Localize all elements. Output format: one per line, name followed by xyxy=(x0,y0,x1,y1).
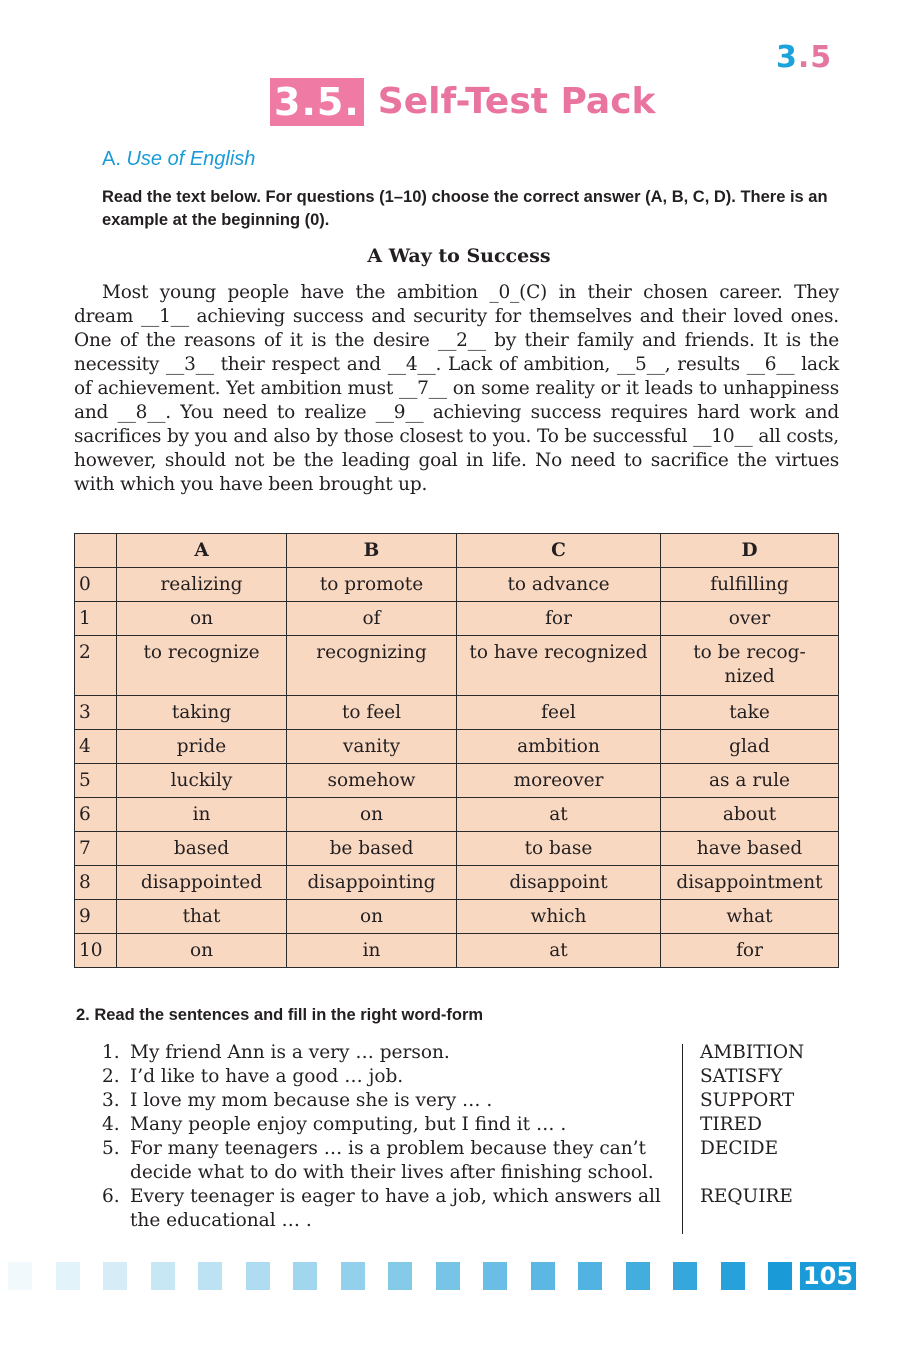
sentence-list xyxy=(102,1041,672,1233)
table-row xyxy=(75,798,839,832)
title-number-badge: 3.5. xyxy=(270,78,364,126)
option-c: which xyxy=(457,900,661,934)
option-a: that xyxy=(117,900,287,934)
footer-square xyxy=(626,1262,650,1290)
sentence-text: I love my mom because she is very … . xyxy=(130,1090,493,1111)
option-b: vanity xyxy=(287,730,457,764)
sentence-number: 5. xyxy=(102,1138,120,1159)
question-number: 5 xyxy=(75,764,117,798)
option-d: glad xyxy=(661,730,839,764)
question-number: 3 xyxy=(75,696,117,730)
sentence-number: 3. xyxy=(102,1090,120,1111)
corner-mark-section: .5 xyxy=(797,40,833,75)
option-d: fulfilling xyxy=(661,568,839,602)
footer-square xyxy=(388,1262,412,1290)
list-item xyxy=(102,1113,672,1137)
option-d: disappointment xyxy=(661,866,839,900)
sentence-text: I’d like to have a good … job. xyxy=(130,1066,404,1087)
option-d: over xyxy=(661,602,839,636)
option-c: to advance xyxy=(457,568,661,602)
option-d: as a rule xyxy=(661,764,839,798)
option-d: what xyxy=(661,900,839,934)
corner-mark-chapter: 3 xyxy=(776,40,798,75)
option-b: on xyxy=(287,900,457,934)
option-b: somehow xyxy=(287,764,457,798)
task-instruction: Read the text below. For questions (1–10) choose the correct answer (A, B, C, D). There is an example at the beginning (0). xyxy=(102,188,828,229)
option-b: to feel xyxy=(287,696,457,730)
option-c: for xyxy=(457,602,661,636)
footer-square xyxy=(198,1262,222,1290)
footer-square xyxy=(293,1262,317,1290)
table-row xyxy=(75,832,839,866)
footer-square xyxy=(246,1262,270,1290)
passage-text: Most young people have the ambition _0_(C) in their chosen career. They dream __1__ achieving success and security for themselves and their loved ones. One of the reasons of it is the desire __2__ by their family and friends. It is the necessity __3__ their respect and __4__. Lack of ambition, __5__, results __6__ lack of achievement. Yet ambition must __7__ on some reality or it leads to unhappiness and __8__. You need to realize __9__ achieving success requires hard work and sacrifices by you and also by those closest to you. To be successful __10__ all costs, however, should not be the leading goal in life. No need to sacrifice the virtues with which you have been brought up. xyxy=(74,282,839,495)
footer-square xyxy=(341,1262,365,1290)
option-a: to recognize xyxy=(117,636,287,696)
list-item xyxy=(102,1065,672,1089)
question-number: 9 xyxy=(75,900,117,934)
footer-square xyxy=(8,1262,32,1290)
passage-title: A Way to Success xyxy=(367,245,551,267)
option-c: to have recognized xyxy=(457,636,661,696)
option-a: on xyxy=(117,602,287,636)
option-c: to base xyxy=(457,832,661,866)
option-a: taking xyxy=(117,696,287,730)
option-a: luckily xyxy=(117,764,287,798)
sentence-text: My friend Ann is a very … person. xyxy=(130,1042,450,1063)
question-number: 2 xyxy=(75,636,117,696)
option-d: for xyxy=(661,934,839,968)
sentence-number: 1. xyxy=(102,1042,120,1063)
option-d: to be recog-nized xyxy=(661,636,839,696)
option-b: be based xyxy=(287,832,457,866)
table-row xyxy=(75,602,839,636)
task2-instruction: 2. Read the sentences and fill in the right word-form xyxy=(76,1006,484,1024)
option-b: of xyxy=(287,602,457,636)
option-b: disappointing xyxy=(287,866,457,900)
option-b: in xyxy=(287,934,457,968)
table-header-cell: A xyxy=(117,534,287,568)
question-number: 7 xyxy=(75,832,117,866)
title-text: Self-Test Pack xyxy=(377,81,656,122)
footer-square xyxy=(483,1262,507,1290)
option-c: at xyxy=(457,934,661,968)
option-a: pride xyxy=(117,730,287,764)
table-row xyxy=(75,900,839,934)
word-form-list xyxy=(700,1041,804,1209)
table-row xyxy=(75,764,839,798)
question-number: 1 xyxy=(75,602,117,636)
word-form: DECIDE xyxy=(700,1138,779,1159)
option-b: to promote xyxy=(287,568,457,602)
table-row xyxy=(75,696,839,730)
option-a: on xyxy=(117,934,287,968)
word-form: REQUIRE xyxy=(700,1186,793,1207)
table-header-cell: C xyxy=(457,534,661,568)
word-form: SATISFY xyxy=(700,1066,783,1087)
table-row xyxy=(75,866,839,900)
option-c: at xyxy=(457,798,661,832)
footer-square xyxy=(531,1262,555,1290)
option-a: in xyxy=(117,798,287,832)
section-label: Use of English xyxy=(126,148,256,170)
table-row xyxy=(75,934,839,968)
footer-square xyxy=(436,1262,460,1290)
list-item xyxy=(102,1089,672,1113)
sentence-number: 2. xyxy=(102,1066,120,1087)
table-header-row xyxy=(75,534,839,568)
option-b: recognizing xyxy=(287,636,457,696)
option-d: have based xyxy=(661,832,839,866)
option-a: realizing xyxy=(117,568,287,602)
sentence-number: 4. xyxy=(102,1114,120,1135)
table-header-cell xyxy=(75,534,117,568)
page-title xyxy=(270,78,655,126)
word-form: SUPPORT xyxy=(700,1090,795,1111)
page-number: 105 xyxy=(800,1262,856,1290)
option-c: feel xyxy=(457,696,661,730)
option-d: take xyxy=(661,696,839,730)
option-a: based xyxy=(117,832,287,866)
footer-square xyxy=(721,1262,745,1290)
question-number: 10 xyxy=(75,934,117,968)
sentence-text: For many teenagers … is a problem because they can’t decide what to do with their lives after finishing school. xyxy=(130,1138,654,1183)
footer-square xyxy=(673,1262,697,1290)
sentence-number: 6. xyxy=(102,1186,120,1207)
option-b: on xyxy=(287,798,457,832)
table-header-cell: D xyxy=(661,534,839,568)
option-c: moreover xyxy=(457,764,661,798)
footer-square xyxy=(151,1262,175,1290)
footer-square xyxy=(578,1262,602,1290)
footer-square xyxy=(768,1262,792,1290)
section-corner-mark xyxy=(776,40,832,75)
column-divider xyxy=(682,1044,683,1234)
question-number: 8 xyxy=(75,866,117,900)
footer-decoration xyxy=(0,1262,800,1290)
list-item xyxy=(102,1185,672,1233)
section-letter: A. xyxy=(102,148,121,170)
table-row xyxy=(75,636,839,696)
answer-choices-table xyxy=(74,533,839,968)
question-number: 0 xyxy=(75,568,117,602)
table-row xyxy=(75,730,839,764)
list-item xyxy=(102,1137,672,1185)
sentence-text: Every teenager is eager to have a job, which answers all the educational … . xyxy=(130,1186,661,1231)
table-row xyxy=(75,568,839,602)
list-item xyxy=(102,1041,672,1065)
option-a: disappointed xyxy=(117,866,287,900)
question-number: 4 xyxy=(75,730,117,764)
word-form: AMBITION xyxy=(700,1042,805,1063)
option-d: about xyxy=(661,798,839,832)
sentence-text: Many people enjoy computing, but I find it … . xyxy=(130,1114,567,1135)
option-c: ambition xyxy=(457,730,661,764)
table-header-cell: B xyxy=(287,534,457,568)
footer-square xyxy=(56,1262,80,1290)
footer-square xyxy=(103,1262,127,1290)
section-heading xyxy=(102,148,255,171)
question-number: 6 xyxy=(75,798,117,832)
word-form: TIRED xyxy=(700,1114,762,1135)
option-c: disappoint xyxy=(457,866,661,900)
